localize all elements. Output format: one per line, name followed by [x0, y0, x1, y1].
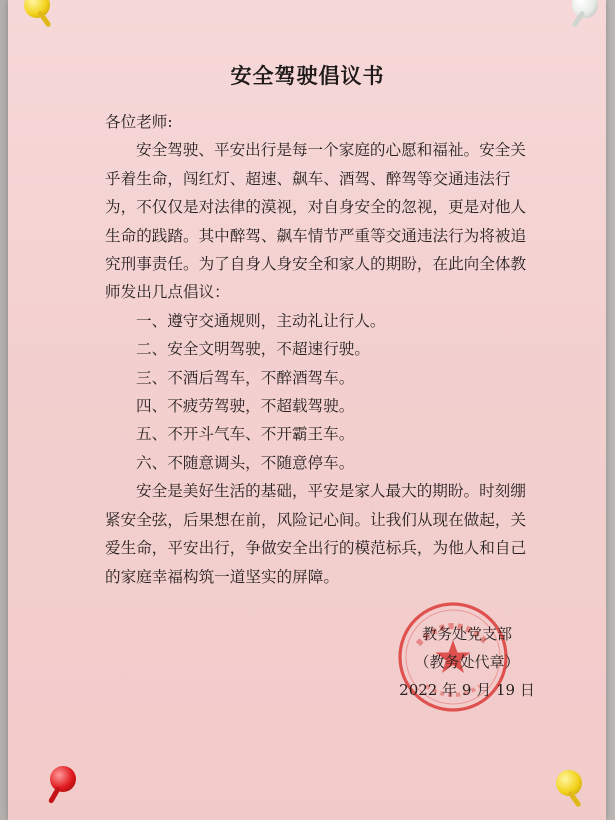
- salutation: 各位老师:: [105, 113, 173, 131]
- paragraph-intro: 安全驾驶、平安出行是每一个家庭的心愿和福祉。安全关乎着生命，闯红灯、超速、飙车、酒驾、醉驾等交通违法行为，不仅仅是对法律的漠视，对自身安全的忽视，更是对他人生命的践踏。其中醉驾、飙车情节严重等交通违法行为将被追究刑事责任。为了自身人身安全和家人的期盼，在此向全体教师发出几点倡议：: [105, 141, 527, 302]
- notice-body: [105, 108, 535, 591]
- yellow-pin-icon: [556, 770, 582, 796]
- signature-block: [392, 620, 542, 704]
- red-pin-icon: [50, 766, 76, 792]
- signature-seal-note: （教务处代章）: [414, 653, 520, 671]
- signature-date: 2022 年 9 月 19 日: [399, 681, 535, 699]
- paragraph-closing: 安全是美好生活的基础，平安是家人最大的期盼。时刻绷紧安全弦，后果想在前，风险记心间。让我们从现在做起，关爱生命，平安出行，争做安全出行的模范标兵，为他人和自己的家庭幸福构筑一道坚实的屏障。: [105, 482, 527, 586]
- proposal-item: 二、安全文明驾驶，不超速行驶。: [136, 340, 370, 359]
- notice-title: 安全驾驶倡议书: [230, 63, 385, 88]
- signature-org: 教务处党支部: [421, 625, 512, 643]
- proposal-item: 五、不开斗气车、不开霸王车。: [136, 425, 355, 444]
- proposal-item: 六、不随意调头，不随意停车。: [136, 453, 355, 472]
- proposal-item: 三、不酒后驾车，不醉酒驾车。: [136, 368, 355, 387]
- proposal-item: 四、不疲劳驾驶，不超载驾驶。: [136, 397, 355, 416]
- proposal-item: 一、遵守交通规则，主动礼让行人。: [136, 311, 386, 330]
